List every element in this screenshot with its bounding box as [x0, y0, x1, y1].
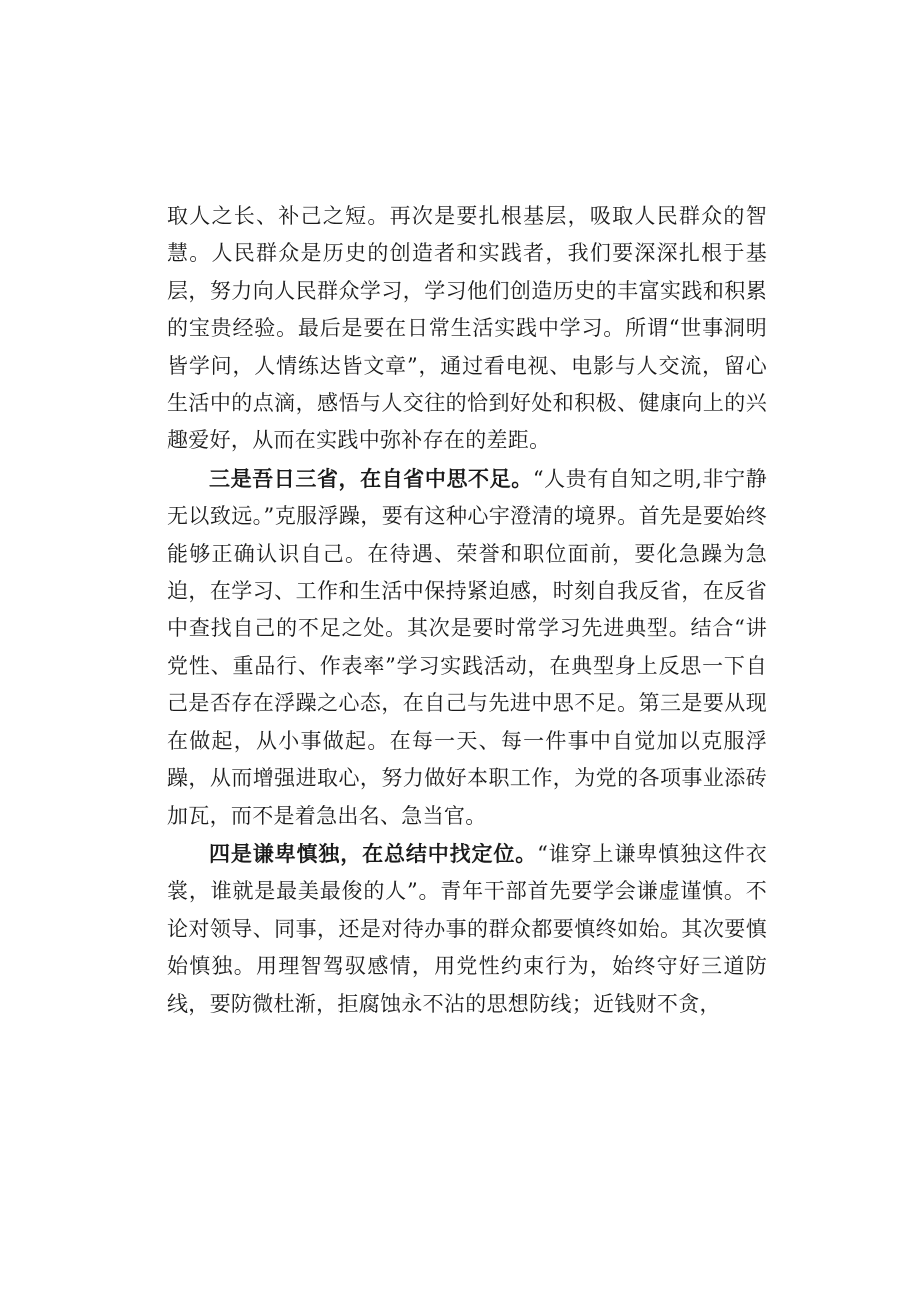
paragraph-2-text: “人贵有自知之明,非宁静无以致远。”克服浮躁，要有这种心宇澄清的境界。首先是要始终能够正确认识自己。在待遇、荣誉和职位面前，要化急躁为急迫，在学习、工作和生活中保持紧迫感，时刻自我反省，在反省中查找自己的不足之处。其次是要时常学习先进典型。结合“讲党性、重品行、作表率”学习实践活动，在典型身上反思一下自己是否存在浮躁之心态，在自己与先进中思不足。第三是要从现在做起，从小事做起。在每一天、每一件事中自觉加以克服浮躁，从而增强进取心，努力做好本职工作，为党的各项事业添砖加瓦，而不是着急出名、急当官。	[167, 466, 768, 828]
paragraph-3	[167, 835, 767, 1023]
paragraph-1-text: 取人之长、补己之短。再次是要扎根基层，吸取人民群众的智慧。人民群众是历史的创造者和实践者，我们要深深扎根于基层，努力向人民群众学习，学习他们创造历史的丰富实践和积累的宝贵经验。最后是要在日常生活实践中学习。所谓“世事洞明皆学问，人情练达皆文章”，通过看电视、电影与人交流，留心生活中的点滴，感悟与人交往的恰到好处和积极、健康向上的兴趣爱好，从而在实践中弥补存在的差距。	[167, 204, 767, 453]
paragraph-3-lead: 四是谦卑慎独，在总结中找定位。	[209, 840, 538, 866]
paragraph-1	[167, 197, 767, 460]
body-text	[167, 197, 767, 1023]
paragraph-3-text: “谁穿上谦卑慎独这件衣裳，谁就是最美最俊的人”。青年干部首先要学会谦虚谨慎。不论对领导、同事，还是对待办事的群众都要慎终如始。其次要慎始慎独。用理智驾驭感情，用党性约束行为，始终守好三道防线，要防微杜渐，拒腐蚀永不沾的思想防线；近钱财不贪，	[167, 841, 767, 1016]
paragraph-2	[167, 460, 767, 835]
paragraph-2-lead: 三是吾日三省，在自省中思不足。	[209, 465, 533, 491]
